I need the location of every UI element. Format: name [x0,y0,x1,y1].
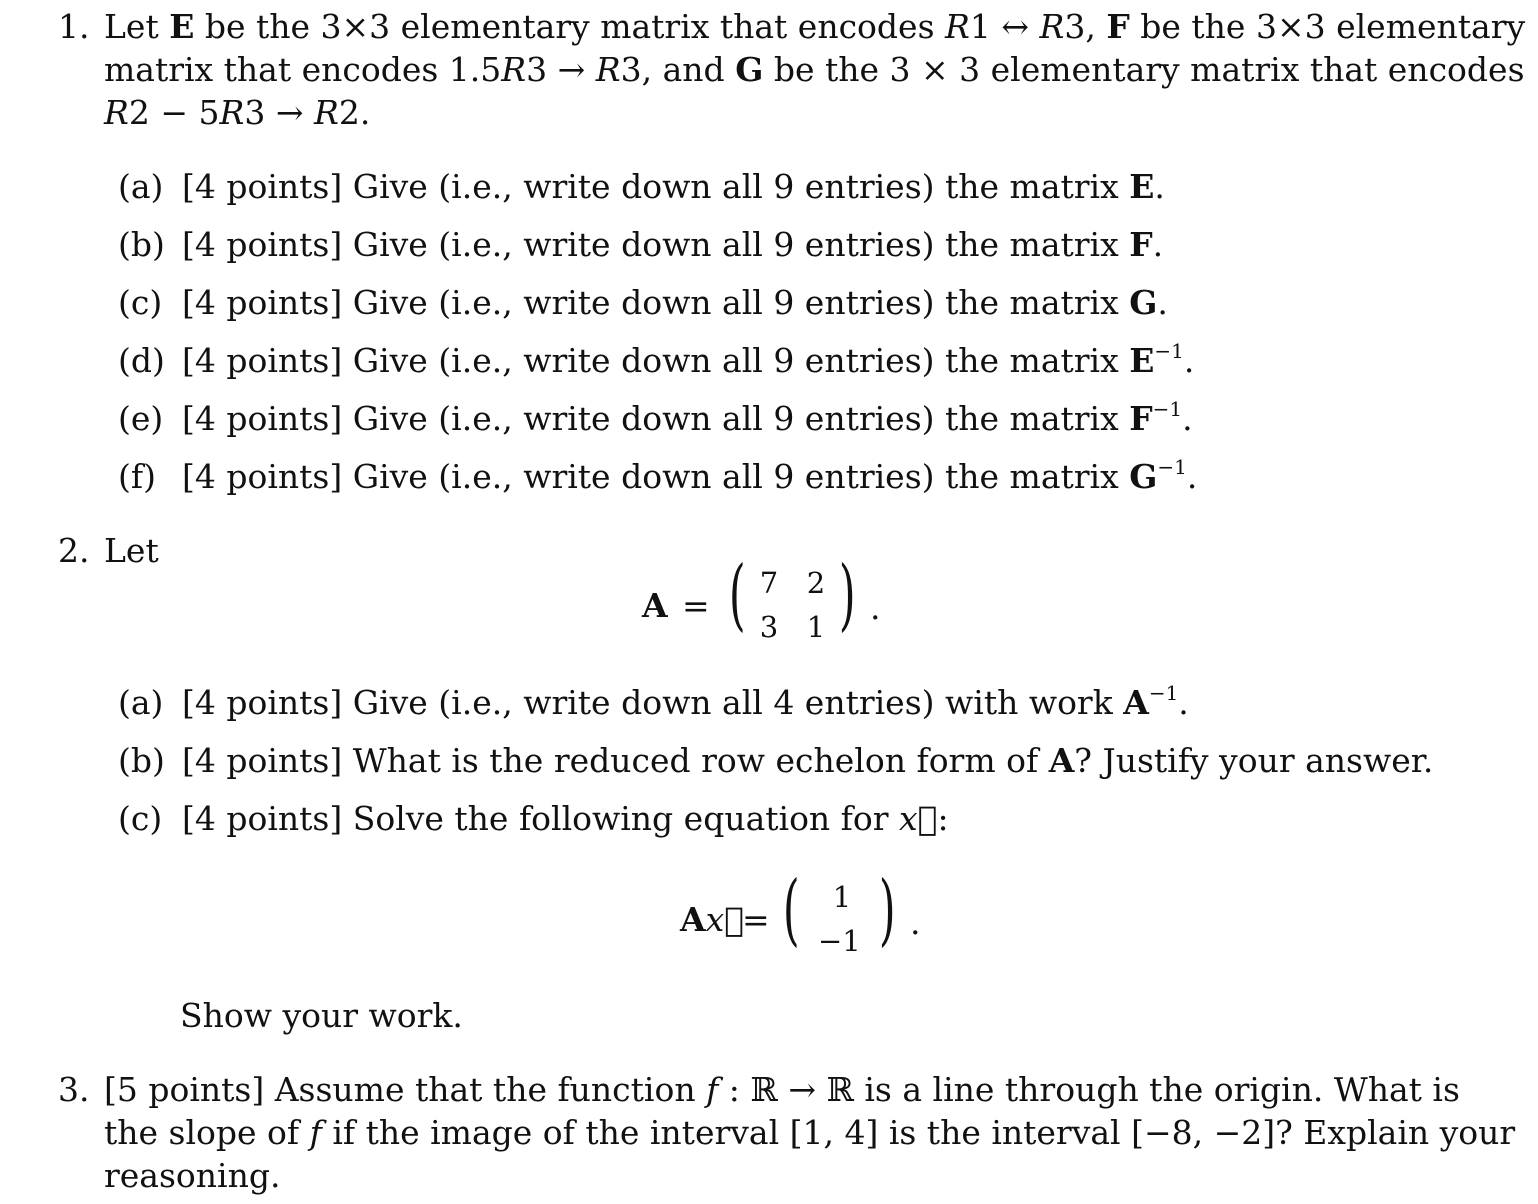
vector-x-label: x⃗ [705,900,745,939]
right-paren: ) [838,550,856,640]
vector-entry: −1 [818,924,861,958]
q1-part-d-label: (d) [118,341,165,380]
equals-sign: = [682,586,710,625]
q3-line-3: reasoning. [104,1156,281,1195]
q1-part-a: [4 points] Give (i.e., write down all 9 entries) the matrix E. [182,167,1165,206]
q2-part-c: [4 points] Solve the following equation for x⃗: [182,799,949,838]
q1-part-c-label: (c) [118,283,163,322]
q1-part-f: [4 points] Give (i.e., write down all 9 entries) the matrix $G^{-1}$. [182,455,1198,496]
q3-line-1: [5 points] Assume that the function f : ℝ → ℝ is a line through the origin. What is [104,1070,1460,1109]
right-paren: ) [878,865,896,955]
matrix-entry: 2 [806,566,826,600]
q2-part-b-label: (b) [118,741,165,780]
left-paren: ( [782,865,800,955]
q1-part-b-label: (b) [118,225,165,264]
q1-part-b: [4 points] Give (i.e., write down all 9 entries) the matrix F. [182,225,1164,264]
q2-part-b: [4 points] What is the reduced row echelon form of A? Justify your answer. [182,741,1434,780]
matrix-entry: 7 [759,566,779,600]
q1-part-f-label: (f) [118,457,156,496]
q2-part-c-label: (c) [118,799,163,838]
q2-number: 2. [58,531,90,570]
q1-line-3: R2 − 5R3 → R2. [104,93,371,132]
q1-line-1: Let E be the 3×3 elementary matrix that encodes R1 ↔ R3, F be the 3×3 elementary [104,7,1526,46]
q1-part-e: [4 points] Give (i.e., write down all 9 entries) the matrix $F^{-1}$. [182,397,1193,438]
q1-number: 1. [58,7,90,46]
matrix-entry: 1 [806,610,826,644]
period: . [910,903,921,942]
q1-part-a-label: (a) [118,167,164,206]
period: . [870,588,881,627]
q2-part-a: [4 points] Give (i.e., write down all 4 entries) with work $A^{-1}$. [182,681,1189,722]
q1-part-d: [4 points] Give (i.e., write down all 9 entries) the matrix $E^{-1}$. [182,339,1195,380]
q1-part-c: [4 points] Give (i.e., write down all 9 entries) the matrix G. [182,283,1168,322]
matrix-entry: 3 [759,610,779,644]
equals-sign: = [742,900,770,939]
vector-entry: 1 [832,880,852,914]
show-work-text: Show your work. [180,996,463,1035]
q3-number: 3. [58,1070,90,1109]
q1-line-2: matrix that encodes 1.5R3 → R3, and G be the 3 × 3 elementary matrix that encodes [104,50,1525,89]
q2-part-a-label: (a) [118,683,164,722]
q1-part-e-label: (e) [118,399,164,438]
q2-intro: Let [104,531,159,570]
q3-line-2: the slope of f if the image of the interval [1, 4] is the interval [−8, −2]? Explain your [104,1113,1516,1152]
matrix-A-label: A [680,900,706,939]
left-paren: ( [728,550,746,640]
matrix-A-label: A [642,586,668,625]
